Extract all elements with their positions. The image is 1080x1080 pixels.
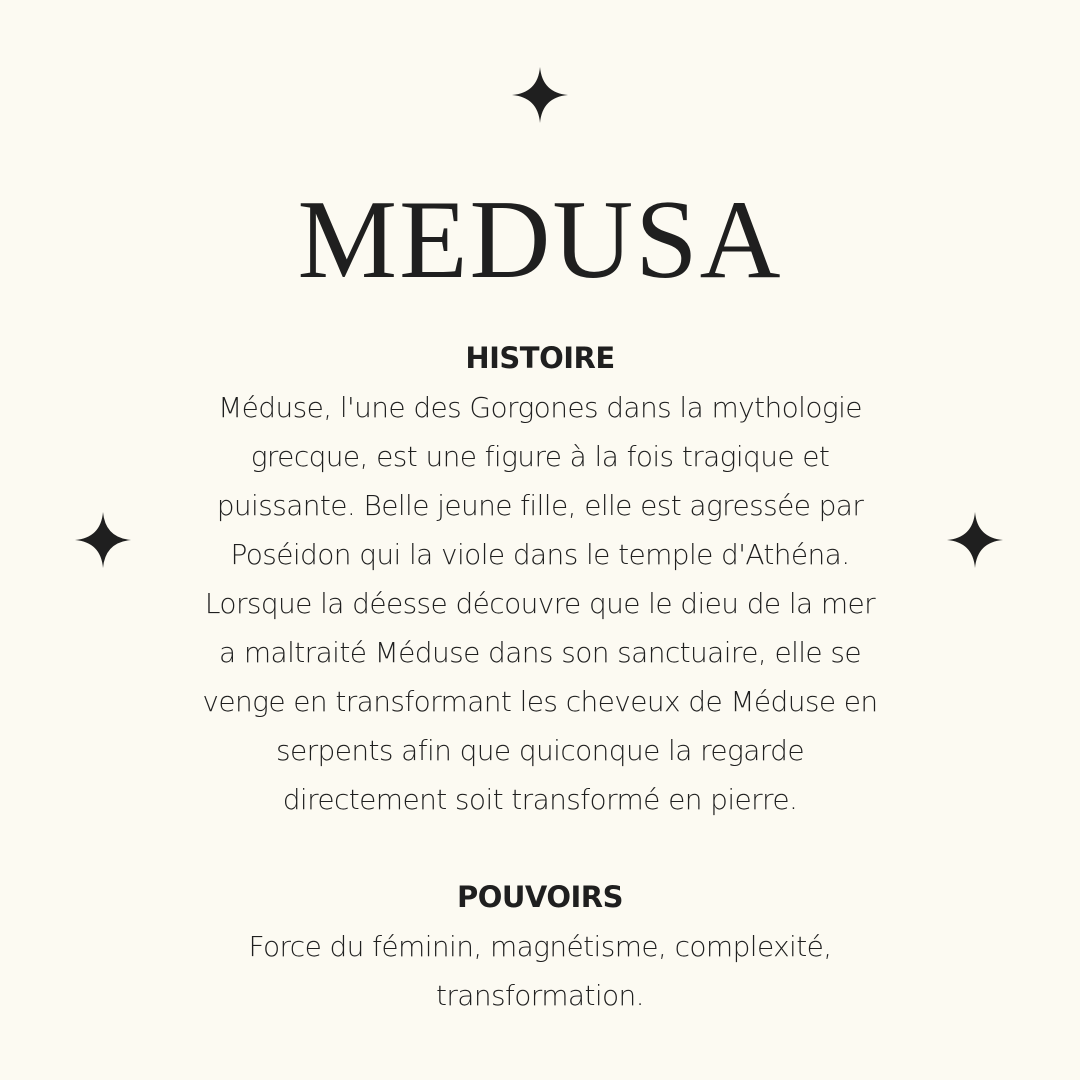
section-pouvoirs: [0, 873, 1080, 1020]
section-histoire: [0, 334, 1080, 824]
text-line: grecque, est une figure à la fois tragique et: [250, 440, 830, 473]
page-title: MEDUSA: [297, 178, 783, 302]
section-heading: POUVOIRS: [456, 880, 624, 914]
sparkle-icon: [512, 67, 568, 123]
text-line: puissante. Belle jeune fille, elle est agressée par: [216, 489, 864, 522]
text-line: directement soit transformé en pierre.: [282, 783, 798, 816]
text-line: venge en transformant les cheveux de Méduse en: [202, 685, 878, 718]
text-line: serpents afin que quiconque la regarde: [276, 734, 804, 767]
text-line: transformation.: [436, 979, 644, 1012]
text-line: Lorsque la déesse découvre que le dieu de la mer: [204, 587, 876, 620]
text-line: a maltraité Méduse dans son sanctuaire, elle se: [219, 636, 861, 669]
section-heading: HISTOIRE: [465, 341, 615, 375]
text-line: Force du féminin, magnétisme, complexité,: [248, 930, 832, 963]
text-line: Méduse, l'une des Gorgones dans la mythologie: [218, 391, 862, 424]
text-line: Poséidon qui la viole dans le temple d'Athéna.: [230, 538, 850, 571]
